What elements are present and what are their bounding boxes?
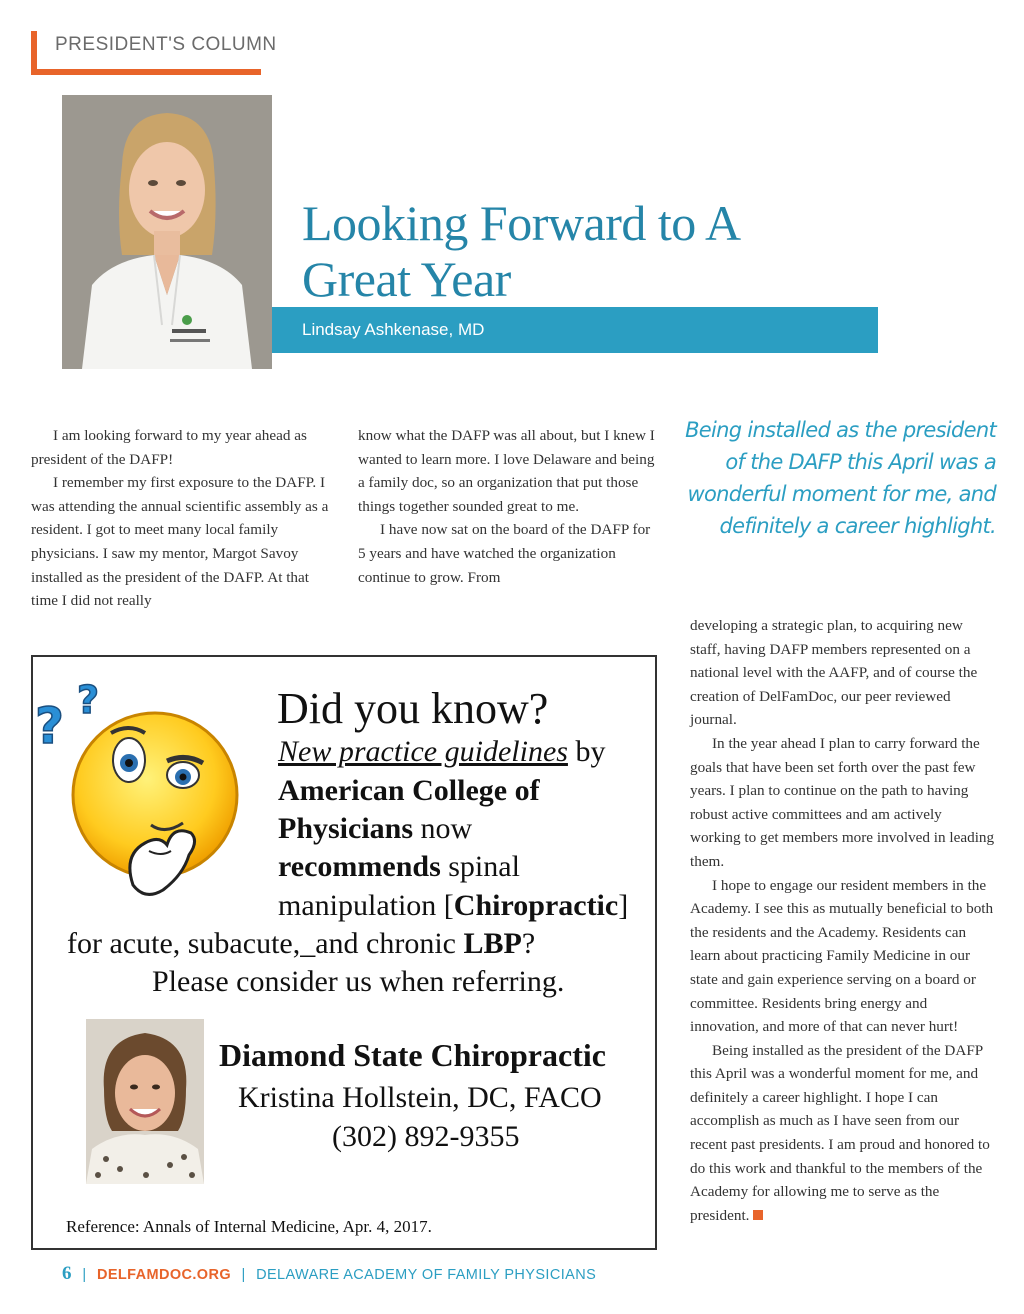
ad-line-physicians <box>278 812 472 846</box>
paragraph: I hope to engage our resident members in the Academy. I see this as mutually beneficial to both the residents and the Academy. Residents can learn about practicing Family Medicine in our state and gain experience serving on a board or committee. Residents bring energy and innovation, and more of that can never hurt! <box>690 876 994 1036</box>
thinking-face-icon <box>33 675 273 915</box>
ad-phone: (302) 892-9355 <box>332 1120 520 1153</box>
ad-physicians-text: Physicians <box>278 812 414 845</box>
paragraph: I am looking forward to my year ahead as president of the DAFP! <box>31 427 307 468</box>
ad-line-referring: Please consider us when referring. <box>152 965 565 998</box>
article-title <box>302 195 862 307</box>
ad-reference: Reference: Annals of Internal Medicine, Apr. 4, 2017. <box>66 1217 432 1236</box>
paragraph: In the year ahead I plan to carry forward the goals that have been set forth over the past few years. I plan to continue on the path to having robust active committees and am actively working to get members more involved in leading them. <box>690 734 995 870</box>
ad-line-lbp <box>67 927 535 961</box>
paragraph <box>690 1039 996 1228</box>
page-footer <box>62 1263 596 1285</box>
ad-doctor-name: Kristina Hollstein, DC, FACO <box>238 1081 602 1114</box>
ad-headline: Did you know? <box>277 684 549 733</box>
ad-spinal-text: spinal <box>440 850 520 883</box>
pull-quote: Being installed as the president of the DAFP this April was a wonderful moment for me, and definitely a career highlight. <box>685 418 996 538</box>
ad-lbp-text: LBP <box>463 927 522 960</box>
body-column-1 <box>31 424 331 613</box>
ad-line-guidelines <box>278 735 605 769</box>
ad-business-name: Diamond State Chiropractic <box>219 1037 606 1073</box>
section-label: PRESIDENT'S COLUMN <box>55 34 277 55</box>
page-number: 6 <box>62 1263 72 1284</box>
ad-line-manipulation <box>278 889 628 923</box>
article-title-line1: Looking Forward to A <box>302 195 741 251</box>
footer-separator: | <box>241 1267 246 1283</box>
ad-line-college: American College of <box>278 774 540 807</box>
svg-text:?: ? <box>77 678 100 722</box>
paragraph: I remember my first exposure to the DAFP. I was attending the annual scientific assembly as a resident. I got to meet many local family physicians. I saw my mentor, Margot Savoy installed as the president of the DAFP. At that time I did not really <box>31 474 329 610</box>
footer-organization: DELAWARE ACADEMY OF FAMILY PHYSICIANS <box>256 1267 597 1283</box>
chiropractic-advertisement <box>31 655 657 1250</box>
ad-bracket-text: ] <box>618 889 629 922</box>
footer-site-link[interactable]: DELFAMDOC.ORG <box>96 1267 232 1283</box>
body-column-3 <box>690 614 996 1227</box>
section-underline <box>31 69 261 75</box>
ad-guidelines-text: New practice guidelines <box>278 735 568 768</box>
paragraph: I have now sat on the board of the DAFP for 5 years and have watched the organization continue to grow. From <box>358 521 651 586</box>
footer-separator: | <box>82 1267 87 1283</box>
ad-recommends-text: recommends <box>278 850 441 883</box>
ad-by-text: by <box>567 735 606 768</box>
author-portrait-illustration <box>62 95 272 369</box>
paragraph: know what the DAFP was all about, but I knew I wanted to learn more. I love Delaware and being a family doc, so an organization that put those things together sounded great to me. <box>358 427 655 515</box>
ad-manipulation-text: manipulation [ <box>278 889 454 922</box>
ad-chiropractic-text: Chiropractic <box>453 889 619 922</box>
body-column-2 <box>358 424 658 589</box>
ad-acute-text: for acute, subacute,_and chronic <box>67 927 464 960</box>
end-mark-icon <box>753 1210 763 1220</box>
article-author: Lindsay Ashkenase, MD <box>302 320 485 339</box>
chiropractor-photo <box>86 1019 204 1184</box>
chiropractor-portrait-illustration <box>86 1019 204 1184</box>
paragraph: developing a strategic plan, to acquiring new staff, having DAFP members represented on a national level with the AAFP, and of course the creation of DelFamDoc, our peer reviewed journal. <box>690 617 978 729</box>
paragraph-text: Being installed as the president of the DAFP this April was a wonderful moment for me, and definitely a career highlight. I hope I can accomplish as much as I have seen from our recent past presidents. I am proud and honored to do this work and thankful to the members of the Academy for allowing me to serve as the president. <box>690 1041 990 1224</box>
author-photo <box>62 95 272 369</box>
ad-question-text: ? <box>521 927 536 960</box>
article-title-line2: Great Year <box>302 251 511 307</box>
ad-now-text: now <box>413 812 473 845</box>
ad-line-recommends <box>278 850 520 884</box>
svg-text:?: ? <box>35 697 65 755</box>
